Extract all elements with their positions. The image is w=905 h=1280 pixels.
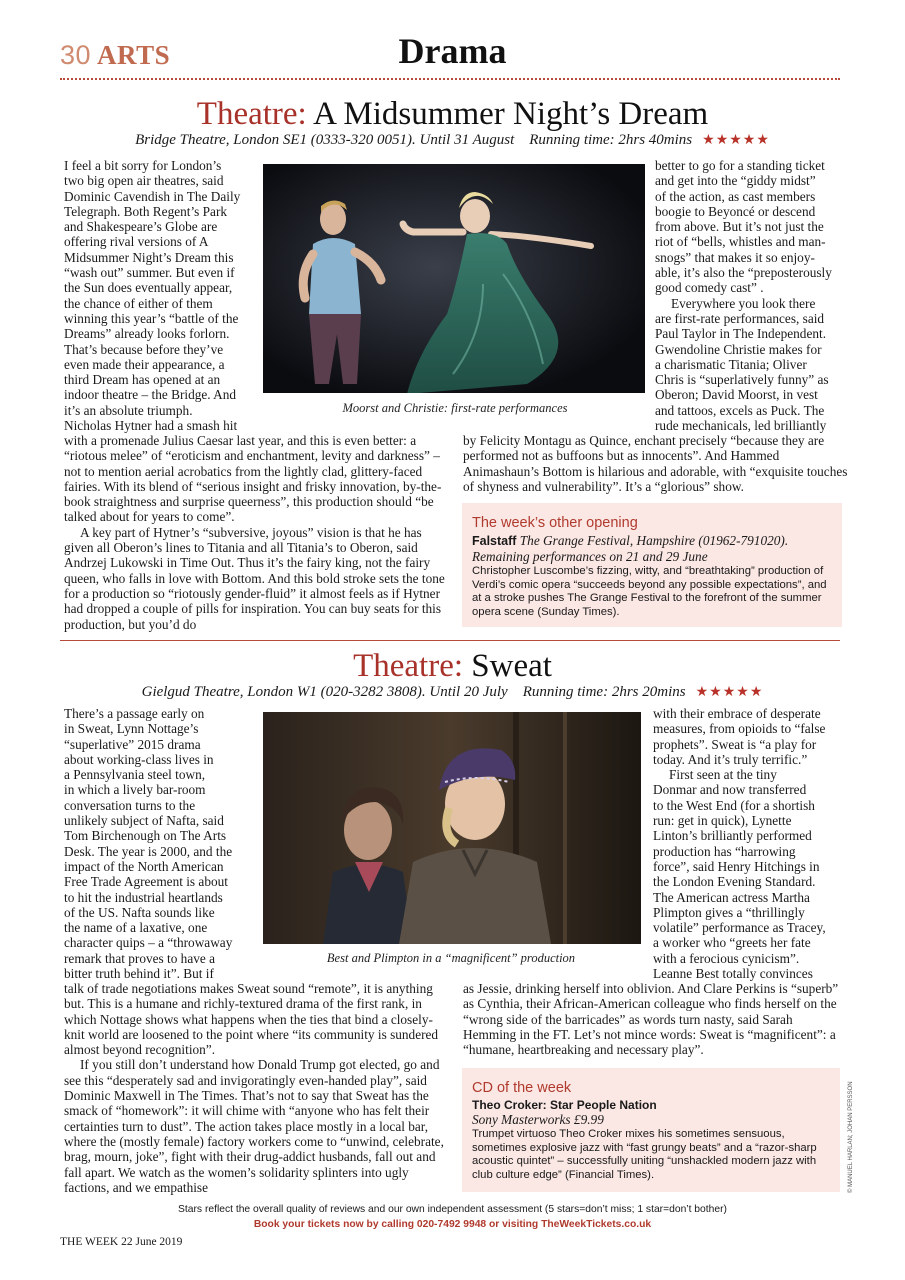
- text-line: a worker who “greets her fate: [653, 935, 811, 951]
- text-line: a charismatic Titania; Oliver: [655, 356, 807, 372]
- header-divider: [60, 78, 840, 80]
- text-line: of the US. Nafta sounds like: [64, 904, 215, 920]
- text-line: riot of “bells, whistles and man-: [655, 234, 826, 250]
- review-details: Gielgud Theatre, London W1 (020-3282 3808). Until 20 July Running time: 2hrs 20mins ★★★★★: [141, 684, 764, 700]
- review-headline: Theatre: A Midsummer Night’s Dream: [196, 96, 709, 132]
- text-line: “wash out” summer. But even if: [64, 265, 235, 281]
- text-line: Gwendoline Christie makes for: [655, 341, 822, 357]
- text-line: measures, from opioids to “false: [653, 721, 826, 737]
- star-rating: ★★★★★: [702, 133, 770, 148]
- text-line: volatile” performance as Tracey,: [653, 920, 826, 936]
- text-line: it’s an absolute triumph.: [64, 402, 193, 418]
- review-column: [64, 706, 264, 981]
- other-opening-box: [462, 503, 842, 627]
- paragraph: talk of trade negotiations makes Sweat sound “remote”, it is anything but. This is a humane and richly-textured drama of the first rank, in which Nottage shows what happens when the ties that bind a closely-knit world are loosened to the point where “its community is sundered almost beyond recognition”.: [64, 981, 439, 1058]
- text-line: remark that proves to have a: [64, 950, 216, 966]
- text-line: offering rival versions of A: [64, 234, 209, 250]
- box-details: Falstaff The Grange Festival, Hampshire (01962-791020). Remaining performances on 21 and 29 June: [472, 533, 789, 564]
- paragraph: as Jessie, drinking herself into oblivion. And Clare Perkins is “superb” as Cynthia, their African-American colleague who finds herself on the “wrong side of the barricades” as words turn nasty, said Sarah Hemming in the FT. Let’s not mince words: Sweat is “magnificent”: a “humane, heartbreaking and necessary play”.: [463, 981, 839, 1058]
- text-line: character quips – a “throwaway: [64, 935, 233, 951]
- text-line: The American actress Martha: [653, 889, 810, 905]
- text-line: good comedy cast” .: [655, 280, 764, 296]
- text-line: run: get in quick), Lynette: [653, 813, 792, 829]
- review-column: [653, 706, 845, 981]
- section-divider: [60, 640, 840, 641]
- text-line: Dominic Cavendish in The Daily: [64, 188, 241, 204]
- text-line: impact of the North American: [64, 858, 224, 874]
- text-line: Plimpton gives a “thrillingly: [653, 904, 805, 920]
- text-line: prophets”. Sweat is “a play for: [653, 736, 817, 752]
- text-line: Nicholas Hytner had a smash hit: [64, 418, 238, 434]
- text-line: the London Evening Standard.: [653, 874, 816, 890]
- text-line: are first-rate performances, said: [655, 310, 825, 326]
- box-work-title: Theo Croker: Star People Nation: [472, 1098, 657, 1112]
- text-line: winning this year’s “battle of the: [64, 310, 239, 326]
- paragraph: with a promenade Julius Caesar last year, and this is even better: a “riotous melee” of “eroticism and enchantment, levity and darkness” – not to mention aerial acrobatics from the lightly clad, glittery-faced fairies. With its blend of “serious insight and frisky innovation, by-the-book straightness and surprise queerness”, this production should “be talked about for years to come”.: [64, 433, 442, 525]
- box-body: Trumpet virtuoso Theo Croker mixes his sometimes sensuous, sometimes explosive jazz with “fast grungy beats” and a “razor-sharp acoustic quintet” – successfully uniting “unshackled modern jazz with club culture edge” (Financial Times).: [472, 1128, 817, 1181]
- text-line: a Pennsylvania steel town,: [64, 767, 206, 783]
- text-line: Desk. The year is 2000, and the: [64, 843, 233, 859]
- review-column: [655, 158, 845, 433]
- paragraph: by Felicity Montagu as Quince, enchant precisely “because they are performed not as buffoons but as innocents”. And Hammed Animashaun’s Bottom is hilarious and adorable, with “exquisite touches of shyness and vulnerability”. It’s a “glorious” show.: [463, 433, 848, 494]
- text-line: conversation turns to the: [64, 797, 196, 813]
- stars-note: Stars reflect the overall quality of reviews and our own independent assessment (5 stars=don’t miss; 1 star=don’t bother): [178, 1204, 727, 1215]
- text-line: and Shakespeare’s Globe are: [64, 219, 218, 235]
- text-line: rude mechanicals, led brilliantly: [655, 418, 827, 434]
- review-body: [64, 981, 449, 1195]
- review-details: Bridge Theatre, London SE1 (0333-320 0051). Until 31 August Running time: 2hrs 40mins ★★★★★: [135, 132, 770, 148]
- text-line: There’s a passage early on: [64, 706, 205, 721]
- text-line: Linton’s brilliantly performed: [653, 828, 812, 844]
- text-line: Dreams” already looks forlorn.: [64, 326, 230, 342]
- text-line: indoor theatre – the Bridge. And: [64, 387, 237, 403]
- photo-credit: © MANUEL HARLAN; JOHAN PERSSON: [848, 1081, 854, 1193]
- stage-photo-illustration: [263, 712, 641, 944]
- text-line: and tattoos, excels as Puck. The: [655, 402, 825, 418]
- star-rating: ★★★★★: [695, 685, 764, 700]
- box-body: Christopher Luscombe’s fizzing, witty, and “breathtaking” production of Verdi’s comic opera “succeeds beyond any possible expectations”, and at a stroke pushes The Grange Festival to the forefront of the summer opera scene (Sunday Times).: [472, 565, 827, 618]
- review-body: [463, 981, 848, 1057]
- production-photo: [263, 164, 645, 393]
- text-line: about working-class lives in: [64, 751, 214, 767]
- text-line: “superlative” 2015 drama: [64, 736, 201, 752]
- text-line: able, it’s also the “preposterously: [655, 265, 832, 281]
- text-line: force”, said Henry Hitchings in: [653, 858, 820, 874]
- text-line: boogie to Beyoncé or descend: [655, 203, 816, 219]
- paragraph: A key part of Hytner’s “subversive, joyous” vision is that he has given all Oberon’s lines to Titania and all Titania’s to Oberon, said Andrzej Lukowski in Time Out. Thus it’s the fairy king, not the fairy queen, who falls in love with Bottom. And this bold stroke sets the tone for a production so “riotously gender-fluid” it almost feels as if Hytner had dropped a couple of pills for inspiration. You can buy seats for this production, but you’d do: [64, 524, 445, 632]
- paragraph: If you still don’t understand how Donald Trump got elected, go and see this “desperately sad and invigoratingly even-handed play”, said Dominic Maxwell in The Times. That’s not to say that Sweat has the smack of “homework”: it will chime with “anyone who has felt their certainties turn to dust”. The action takes place mostly in a local bar, where the (mostly female) factory workers come to “unwind, celebrate, brag, mourn, joke”, fight with their drug-addict husbands, fall out and fall apart. We watch as the women’s solidarity splinters into ugly factions, and we empathise: [64, 1057, 444, 1195]
- text-line: in Sweat, Lynn Nottage’s: [64, 721, 199, 737]
- text-line: today. And it’s truly terrific.”: [653, 751, 808, 767]
- text-line: Tom Birchenough on The Arts: [64, 828, 227, 844]
- text-line: snogs” that makes it so enjoy-: [655, 249, 815, 265]
- photo-caption: Best and Plimpton in a “magnificent” production: [326, 951, 576, 965]
- text-line: I feel a bit sorry for London’s: [64, 158, 222, 173]
- review-body: [463, 433, 848, 494]
- text-line: Free Trade Agreement is about: [64, 874, 228, 890]
- text-line: the Sun does eventually appear,: [64, 280, 233, 296]
- text-line: First seen at the tiny: [669, 767, 777, 783]
- text-line: Paul Taylor in The Independent.: [655, 326, 827, 342]
- text-line: unlikely subject of Nafta, said: [64, 813, 224, 829]
- booking-link[interactable]: Book your tickets now by calling 020-7492 9948 or visiting TheWeekTickets.co.uk: [253, 1219, 652, 1230]
- text-line: the chance of either of them: [64, 295, 213, 311]
- text-line: and get into the “giddy midst”: [655, 173, 816, 189]
- text-line: That’s because before they’ve: [64, 341, 224, 357]
- text-line: bitter truth behind it”. But if: [64, 966, 214, 982]
- text-line: to hit the industrial heartlands: [64, 889, 223, 905]
- dateline: THE WEEK 22 June 2019: [60, 1236, 183, 1248]
- review-body: [64, 433, 449, 632]
- text-line: third Dream has opened at an: [64, 372, 221, 388]
- section-label: ARTS: [97, 40, 171, 70]
- stage-photo-illustration: [263, 164, 645, 393]
- text-line: production has “harrowing: [653, 843, 796, 859]
- text-line: Midsummer Night’s Dream this: [64, 249, 234, 265]
- review-headline: Theatre: Sweat: [353, 648, 552, 684]
- text-line: with their embrace of desperate: [653, 706, 821, 721]
- section-title: Drama: [398, 31, 507, 71]
- box-title: CD of the week: [472, 1080, 572, 1096]
- text-line: better to go for a standing ticket: [655, 158, 825, 173]
- box-title: The week’s other opening: [472, 515, 638, 531]
- text-line: Oberon; David Moorst, in vest: [655, 387, 818, 403]
- review-column: [64, 158, 264, 433]
- text-line: Chris is “superlatively funny” as: [655, 372, 829, 388]
- text-line: Telegraph. Both Regent’s Park: [64, 203, 228, 219]
- text-line: the name of a laxative, one: [64, 920, 208, 936]
- cd-of-the-week-box: [462, 1068, 840, 1192]
- text-line: in which a lively bar-room: [64, 782, 206, 798]
- text-line: Leanne Best totally convinces: [653, 966, 813, 982]
- text-line: two big open air theatres, said: [64, 173, 224, 189]
- production-photo: [263, 712, 641, 944]
- box-details: Sony Masterworks £9.99: [472, 1112, 604, 1127]
- text-line: Everywhere you look there: [671, 295, 816, 311]
- photo-caption: Moorst and Christie: first-rate performances: [342, 401, 568, 415]
- text-line: Donmar and now transferred: [653, 782, 807, 798]
- text-line: of the action, as cast members: [655, 188, 816, 204]
- text-line: from above. But it’s not just the: [655, 219, 824, 235]
- page-number: 30 ARTS: [60, 40, 171, 70]
- text-line: with a ferocious cynicism”.: [653, 950, 800, 966]
- text-line: to the West End (for a shortish: [653, 797, 815, 813]
- text-line: even made their appearance, a: [64, 356, 225, 372]
